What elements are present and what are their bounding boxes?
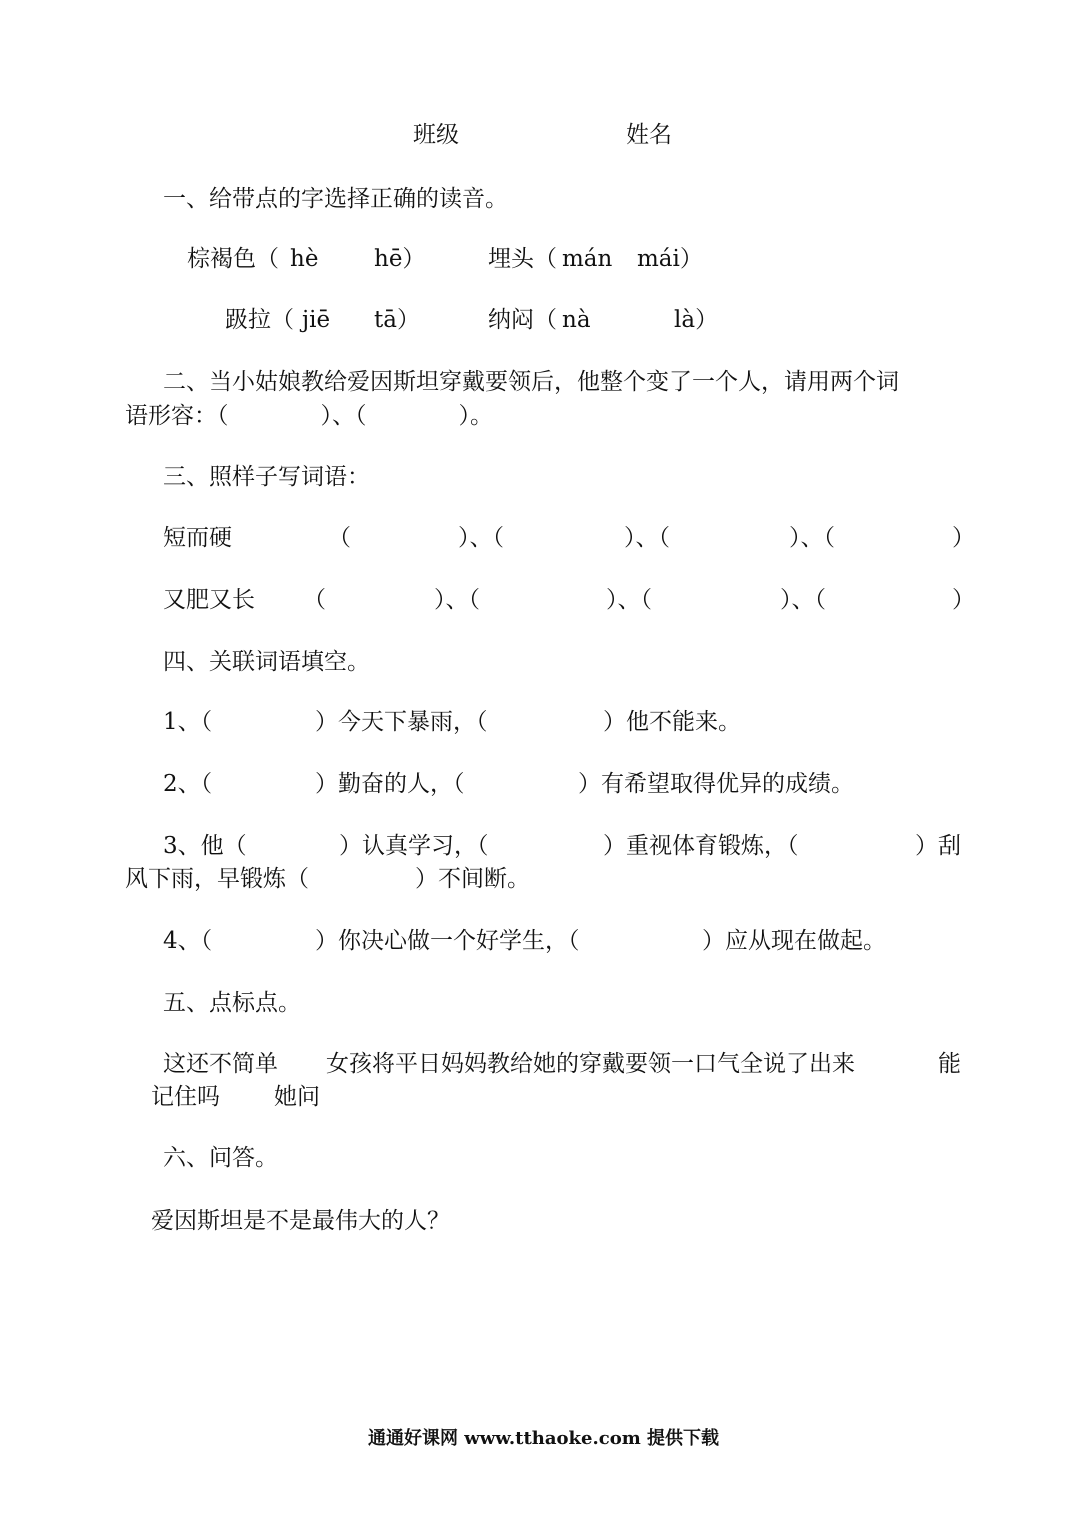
pinyin-option: hè [290,246,319,272]
section4-q3-line2 [0,864,1087,894]
q4-part: 4、（ [163,928,213,954]
q1-part: ）今天下暴雨，（ [315,709,488,735]
section4-q2 [0,769,1087,799]
paren-close: ） [952,525,975,551]
pinyin-option: mái） [637,246,703,272]
punctuation-segment: 她问 [274,1084,320,1110]
name-label: 姓名 [626,122,672,148]
q4-part: ）应从现在做起。 [702,928,886,954]
pinyin-option: nà [562,307,591,333]
section5-title: 五、点标点。 [163,990,301,1016]
paren-open: （ [328,525,351,551]
paren-separator: ）、（ [624,525,670,551]
q3-part: ）认真学习，（ [339,833,489,859]
q3-part: ）刮 [915,833,961,859]
q3-part: 风下雨，早锻炼（ [125,866,309,892]
section5-line2 [0,1082,1087,1112]
paren-separator: ）、（ [789,525,835,551]
section6-question: 爱因斯坦是不是最伟大的人？ [151,1208,450,1234]
section6-title: 六、问答。 [163,1145,278,1171]
paren-open: （ [303,587,326,613]
section2-line2: 语形容：（ ）、（ ）。 [125,403,493,429]
example-word: 短而硬 [163,525,232,551]
section4-q4 [0,926,1087,956]
section3-row-2 [0,585,1087,615]
section3-row-1 [0,523,1087,553]
pinyin-option: tā） [374,307,420,333]
paren-separator: ）、（ [606,587,652,613]
header-row [0,120,1087,150]
paren-close: ） [952,587,975,613]
punctuation-segment: 能 [938,1051,961,1077]
paren-separator: ）、（ [458,525,504,551]
section3-title: 三、照样子写词语： [163,464,370,490]
paren-separator: ）、（ [780,587,826,613]
section2-line1: 二、当小姑娘教给爱因斯坦穿戴要领后，他整个变了一个人，请用两个词 [163,369,899,395]
q1-part: 1、（ [163,709,213,735]
q2-part: ）有希望取得优异的成绩。 [578,771,854,797]
q4-part: ）你决心做一个好学生，（ [315,928,580,954]
section4-q3-line1 [0,831,1087,861]
paren-separator: ）、（ [434,587,480,613]
punctuation-segment: 女孩将平日妈妈教给她的穿戴要领一口气全说了出来 [326,1051,855,1077]
example-word: 又肥又长 [163,587,255,613]
pinyin-row-1 [0,244,1087,274]
word-namen: 纳闷（ [488,307,557,333]
q1-part: ）他不能来。 [603,709,741,735]
q3-part: ）重视体育锻炼，（ [603,833,799,859]
pinyin-option: hē） [374,246,426,272]
q2-part: ）勤奋的人，（ [315,771,465,797]
pinyin-option: mán [562,246,613,272]
punctuation-segment: 记住吗 [151,1084,220,1110]
pinyin-option: là） [674,307,719,333]
word-tala: 趿拉（ [225,307,294,333]
word-zonghese: 棕褐色（ [187,246,279,272]
section5-line1 [0,1049,1087,1079]
q3-part: ）不间断。 [415,866,530,892]
q2-part: 2、（ [163,771,213,797]
pinyin-option: jiē [302,307,331,333]
class-label: 班级 [413,122,459,148]
word-maitou: 埋头（ [488,246,557,272]
section1-title: 一、给带点的字选择正确的读音。 [163,186,508,212]
footer-credit: 通通好课网 www.tthaoke.com 提供下载 [367,1428,720,1449]
section4-q1 [0,707,1087,737]
pinyin-row-2 [0,305,1087,335]
q3-part: 3、他（ [163,833,247,859]
section4-title: 四、关联词语填空。 [163,649,370,675]
punctuation-segment: 这还不简单 [163,1051,278,1077]
